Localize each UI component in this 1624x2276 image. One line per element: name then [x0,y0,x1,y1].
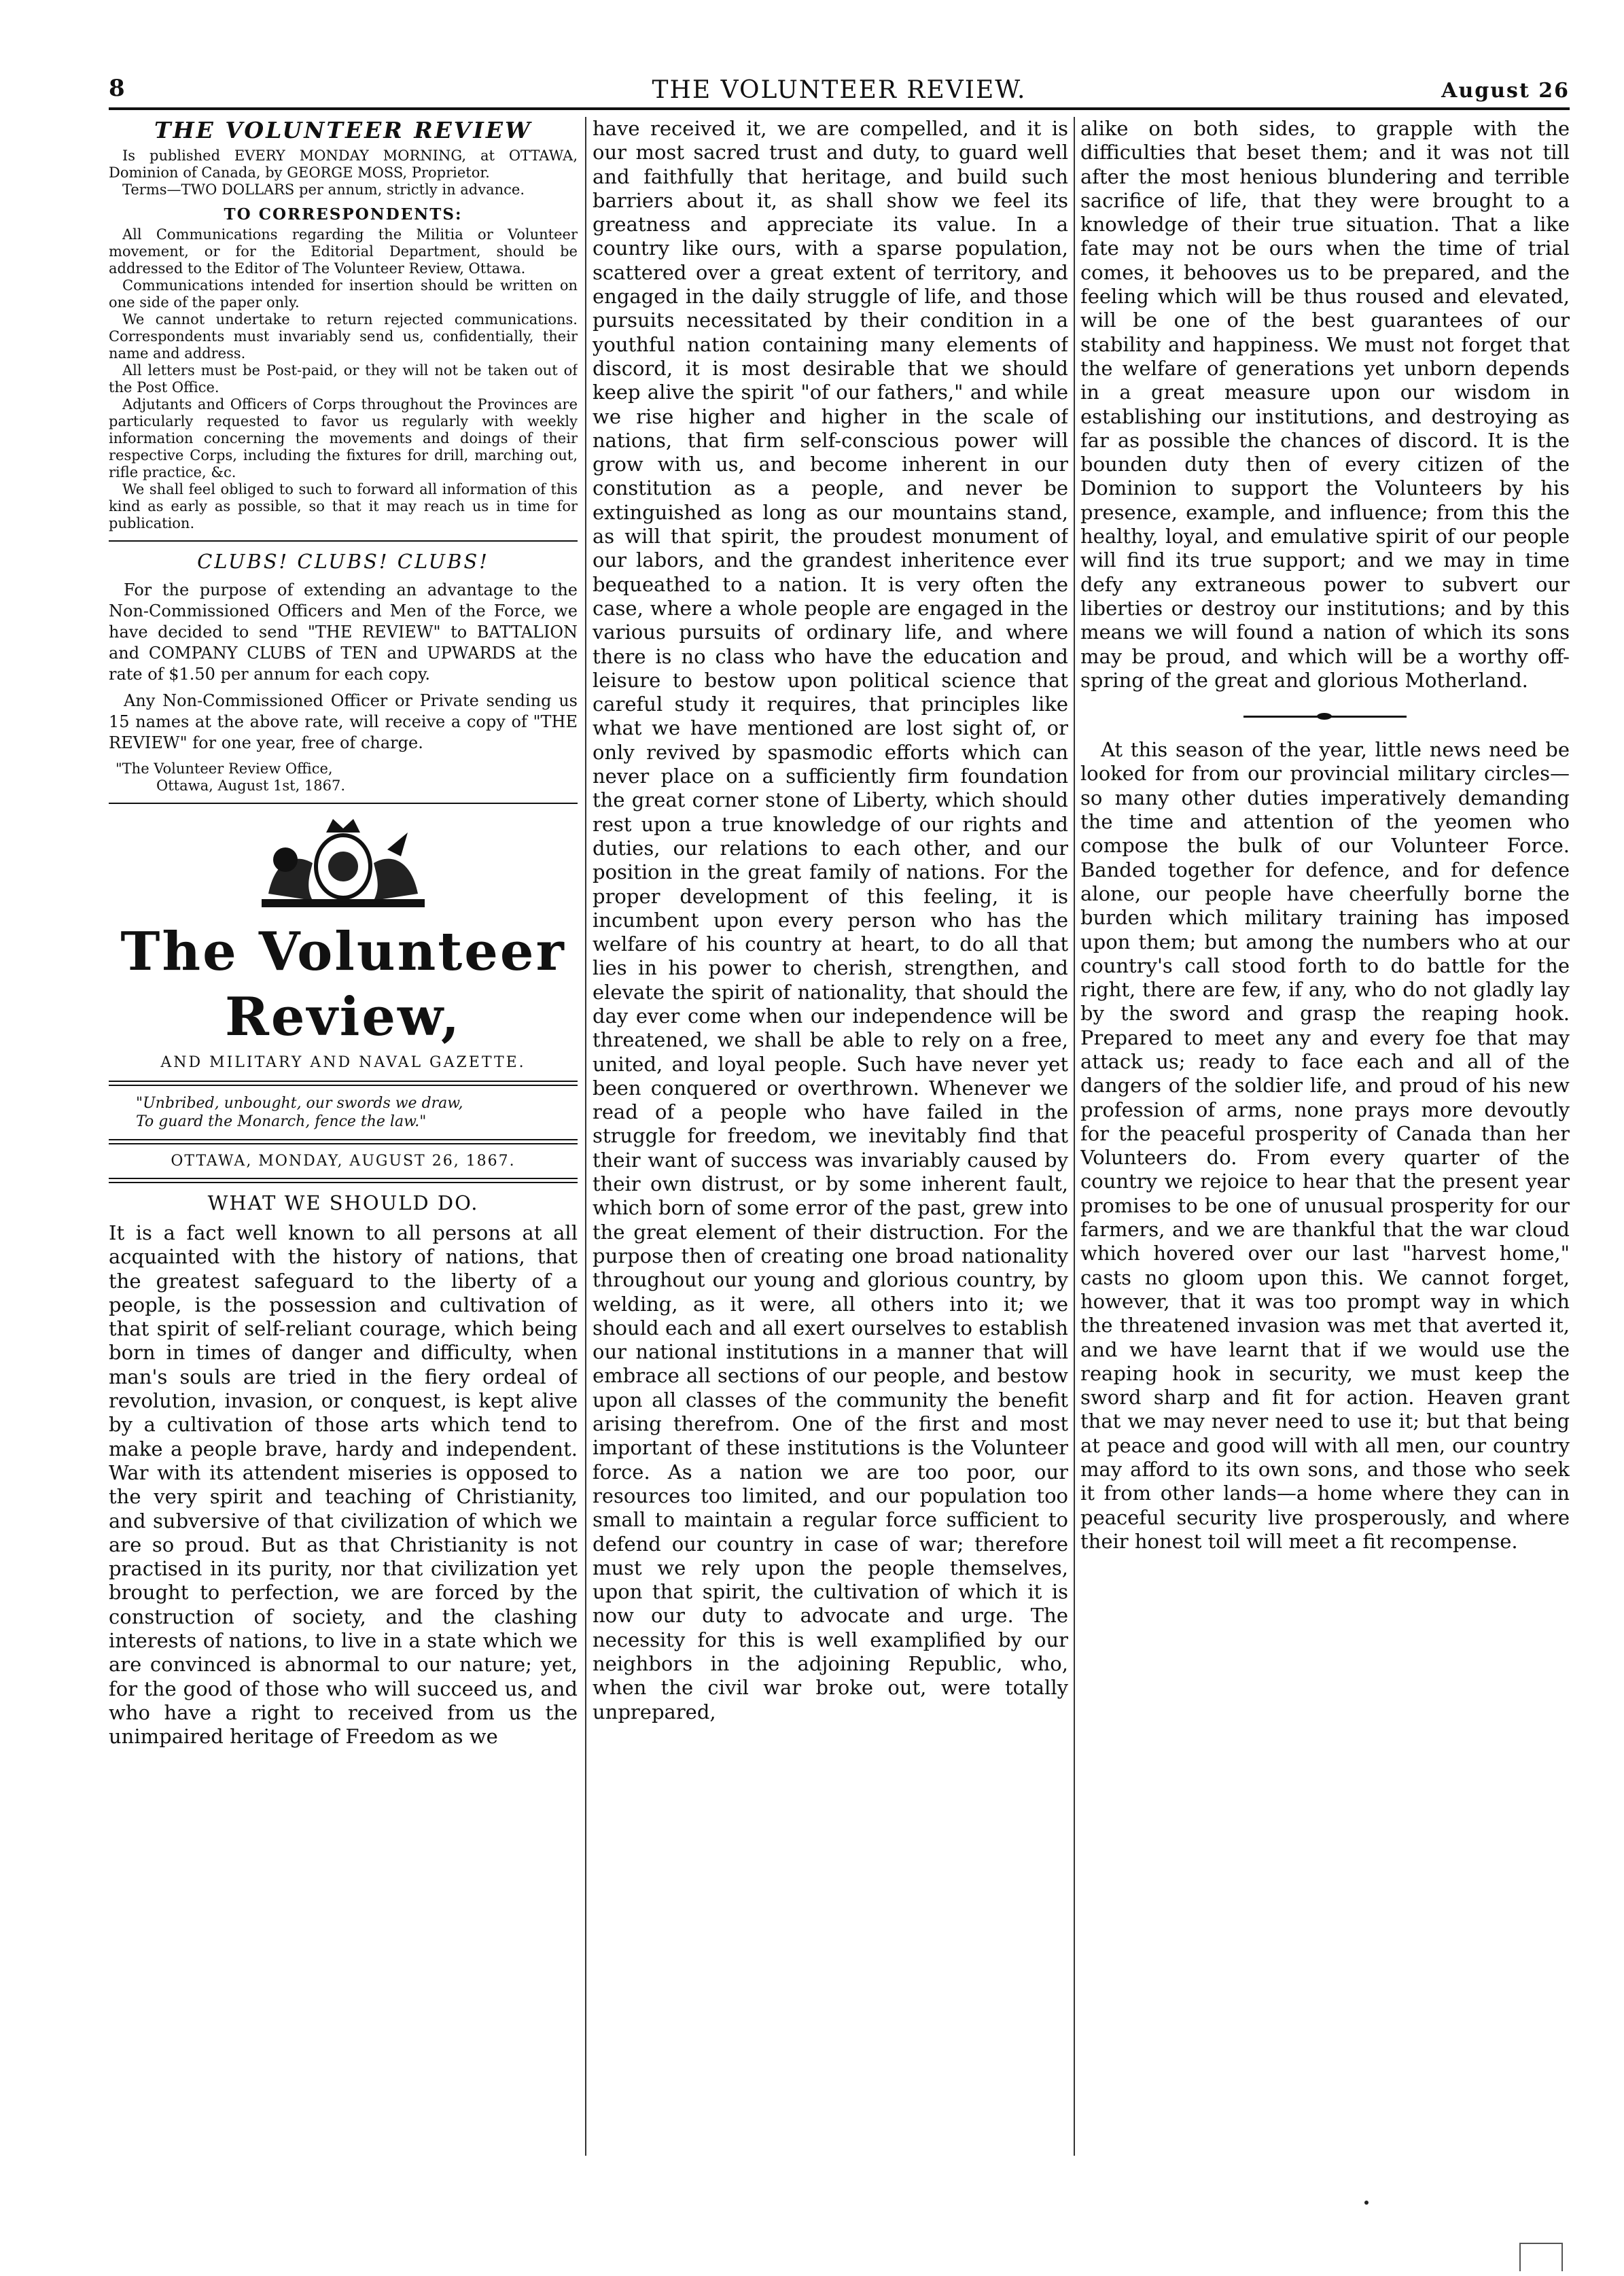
correspondents-paragraph: All Communications regarding the Militia or Volunteer movement, or for the Editorial Department, should be addressed to the Editor of The Volunteer Review, Ottawa. [109,226,578,277]
article-separator [1243,716,1407,718]
office-date: Ottawa, August 1st, 1867. [156,777,346,794]
correspondents-heading: TO CORRESPONDENTS: [224,205,463,224]
correspondents-paragraph: All letters must be Post-paid, or they will not be taken out of the Post Office. [109,362,578,396]
column-divider [585,117,586,2156]
clubs-paragraph: For the purpose of extending an advantage to the Non-Commissioned Officers and Men of the Force, we have decided to send "THE REVIEW" to BATTALION and COMPANY CLUBS of TEN and UPWARDS at the rate of $1.50 per annum for each copy. [109,580,578,684]
page-header [109,75,1570,106]
correspondents-paragraph: Communications intended for insertion should be written on one side of the paper only. [109,277,578,311]
motto-line: To guard the Monarch, fence the law." [136,1113,427,1130]
section-rule [109,803,578,804]
column-1 [109,117,578,2264]
nameplate: The Volunteer Review, [120,921,566,1048]
royal-crest-emblem [248,812,438,914]
header-date: August 26 [1441,79,1570,103]
article-title: WHAT WE SHOULD DO. [207,1191,479,1214]
terms-notice: Terms—TWO DOLLARS per annum, strictly in advance. [122,181,525,198]
column-2 [593,117,1068,2264]
section-rule [109,1081,578,1086]
second-article-body: At this season of the year, little news need be looked for from our provincial military circles—so many other duties imperatively demanding the time and attention of the yeomen who compose the bulk of our Volunteer Force. Banded together for defence, and for defence alone, our people have cheerfully borne the burden which military training has imposed upon them; but among the numbers who at our country's call stood forth to do battle for the right, there are few, if any, who do not gladly lay by the sword and grasp the reaping hook. Prepared to meet any and every foe that may attack us; ready to face each and all of the dangers of the soldier life, and proud of his new profession of arms, none prays more devoutly for the peaceful prosperity of Canada than her Volunteers do. From every quarter of the country we rejoice to hear that the present year promises to be one of unusual prosperity for our farmers, and we are thankful that the war cloud which hovered over our last "harvest home," casts no gloom upon this. We cannot forget, however, that it was too prompt way in which the threatened invasion was met that averted it, and we have learnt that if we would use the reaping hook in security, we must keep the sword sharp and fit for action. Heaven grant that we may never need to use it; but that being at peace and good will with all men, our country may afford to its own sons, and those who seek it from other lands—a home where they can in peaceful security live prosperously, and where their honest toil will meet a fit recompense. [1080,738,1570,1553]
section-rule [109,540,578,542]
column-3 [1080,117,1570,2264]
office-name: "The Volunteer Review Office, [116,760,333,777]
section-rule [109,1178,578,1183]
clubs-paragraph: Any Non-Commissioned Officer or Private sending us 15 names at the above rate, will receive a copy of "THE REVIEW" for one year, free of charge. [109,691,578,752]
correspondents-paragraph: We shall feel obliged to such to forward all information of this kind as early as possible, so that it may reach us in time for publication. [109,481,578,531]
motto-line: "Unbribed, unbought, our swords we draw, [136,1095,463,1112]
motto [136,1094,578,1131]
correspondents-paragraph: Adjutants and Officers of Corps throughout the Provinces are particularly requested to favor us regularly with weekly information concerning the movements and doings of their respective Corps, including the fixtures for drill, marching out, rifle practice, &c. [109,396,578,480]
publication-notice: Is published EVERY MONDAY MORNING, at OTTAWA, Dominion of Canada, by GEORGE MOSS, Proprietor. [109,147,578,181]
office-signature [116,760,578,794]
masthead: THE VOLUNTEER REVIEW [154,117,533,143]
header-rule [109,107,1570,110]
running-title: THE VOLUNTEER REVIEW. [652,76,1027,104]
section-rule [109,1139,578,1144]
column-divider [1074,117,1075,2156]
article-body: It is a fact well known to all persons at all acquainted with the history of nations, that the greatest safeguard to the liberty of a people, is the possession and cultivation of that spirit of self-reliant courage, which being born in times of danger and difficulty, when man's souls are tried in the fiery ordeal of revolution, invasion, or conquest, is kept alive by a cultivation of those arts which tend to make a people brave, hardy and independent. War with its attendent miseries is opposed to the very spirit and teaching of Christianity, and subversive of that civilization of which we are so proud. But as that Christianity is not practised in its purity, nor that civilization yet brought to perfection, we are forced by the construction of society, and the clashing interests of nations, to live in a state which we are convinced is abnormal to our nature; yet, for the good of those who will succeed us, and who have a right to received from us the unimpaired heritage of Freedom as we [109,1221,578,1749]
article-body: alike on both sides, to grapple with the difficulties that beset them; and it was not till after the most henious blundering and terrible sacrifice of life, that they were brought to a knowledge of their true situation. That a like fate may not be ours when the time of trial comes, it behooves us to be prepared, and the feeling which will be thus roused and elevated, will be one of the best guarantees of our stability and happiness. We must not forget that the welfare of generations yet unborn depends in a great measure upon our wisdom in establishing our institutions, and destroying as far as possible the chances of discord. It is the bounden duty then of every citizen of the Dominion to support the Volunteers by his presence, example, and influence; from this the healthy, loyal, and emulative spirit of our people will find its true support; and we may in time defy any extraneous power to subvert our liberties or destroy our institutions; and by this means we will found a nation of which its sons may be proud, and which will be a worthy off-spring of the great and glorious Motherland. [1080,117,1570,692]
clubs-heading: CLUBS! CLUBS! CLUBS! [197,550,489,573]
page-number: 8 [109,75,125,102]
page-corner-mark [1519,2243,1563,2271]
issue-dateline: OTTAWA, MONDAY, AUGUST 26, 1867. [171,1153,516,1170]
ink-speck [1364,2201,1369,2205]
nameplate-subtitle: AND MILITARY AND NAVAL GAZETTE. [160,1054,526,1071]
correspondents-paragraph: We cannot undertake to return rejected communications. Correspondents must invariably send us, confidentially, their name and address. [109,311,578,362]
article-body: have received it, we are compelled, and it is our most sacred trust and duty, to guard well and faithfully that heritage, and build such barriers about it, as shall show we feel its greatness and appreciate its value. In a country like ours, with a sparse population, scattered over a great extent of territory, and engaged in the daily struggle of life, and those pursuits necessitated by their condition in a youthful nation containing many elements of discord, it is most desirable that we should keep alive the spirit "of our fathers," and while we rise higher and higher in the scale of nations, that firm self-conscious power will grow with us, and become inherent in our constitution as a people, and never be extinguished as long as our mountains stand, as will that spirit, the proudest monument of our labors, and the grandest inheritence ever bequeathed to a nation. It is very often the case, where a whole people are engaged in the various pursuits of ordinary life, and where there is no class who have the education and leisure to bestow upon political science that careful study it requires, that principles like what we have mentioned are lost sight of, or only revived by spasmodic efforts which can never place on a sufficiently firm foundation the great corner stone of Liberty, which should rest upon a true knowledge of our rights and duties, our relations to each other, and our position in the great family of nations. For the proper development of this feeling, it is incumbent upon every person who has the welfare of his country at heart, to do all that lies in his power to cherish, strengthen, and elevate the spirit of nationality, that should the day ever come when our independence will be threatened, we shall be able to rely on a free, united, and loyal people. Such have never yet been conquered or overthrown. Whenever we read of a people who have failed in the struggle for freedom, we inevitably find that their want of success was invariably caused by their own distrust, or by some inherent fault, which born of some error of the past, grew into the great element of their distruction. For the purpose then of creating one broad nationality throughout our young and glorious country, by welding, as it were, all others into it; we should each and all exert ourselves to establish our national institutions in a manner that will embrace all sections of our people, and bestow upon all classes of the community the benefit arising therefrom. One of the first and most important of these institutions is the Volunteer force. As a nation we are too poor, our resources too limited, and our population too small to maintain a regular force sufficient to defend our country in case of war; therefore must we rely upon the people themselves, upon that spirit, the cultivation of which it is now our duty to advocate and urge. The necessity for this is well examplified by our neighbors in the adjoining Republic, who, when the civil war broke out, were totally unprepared, [593,117,1068,1723]
